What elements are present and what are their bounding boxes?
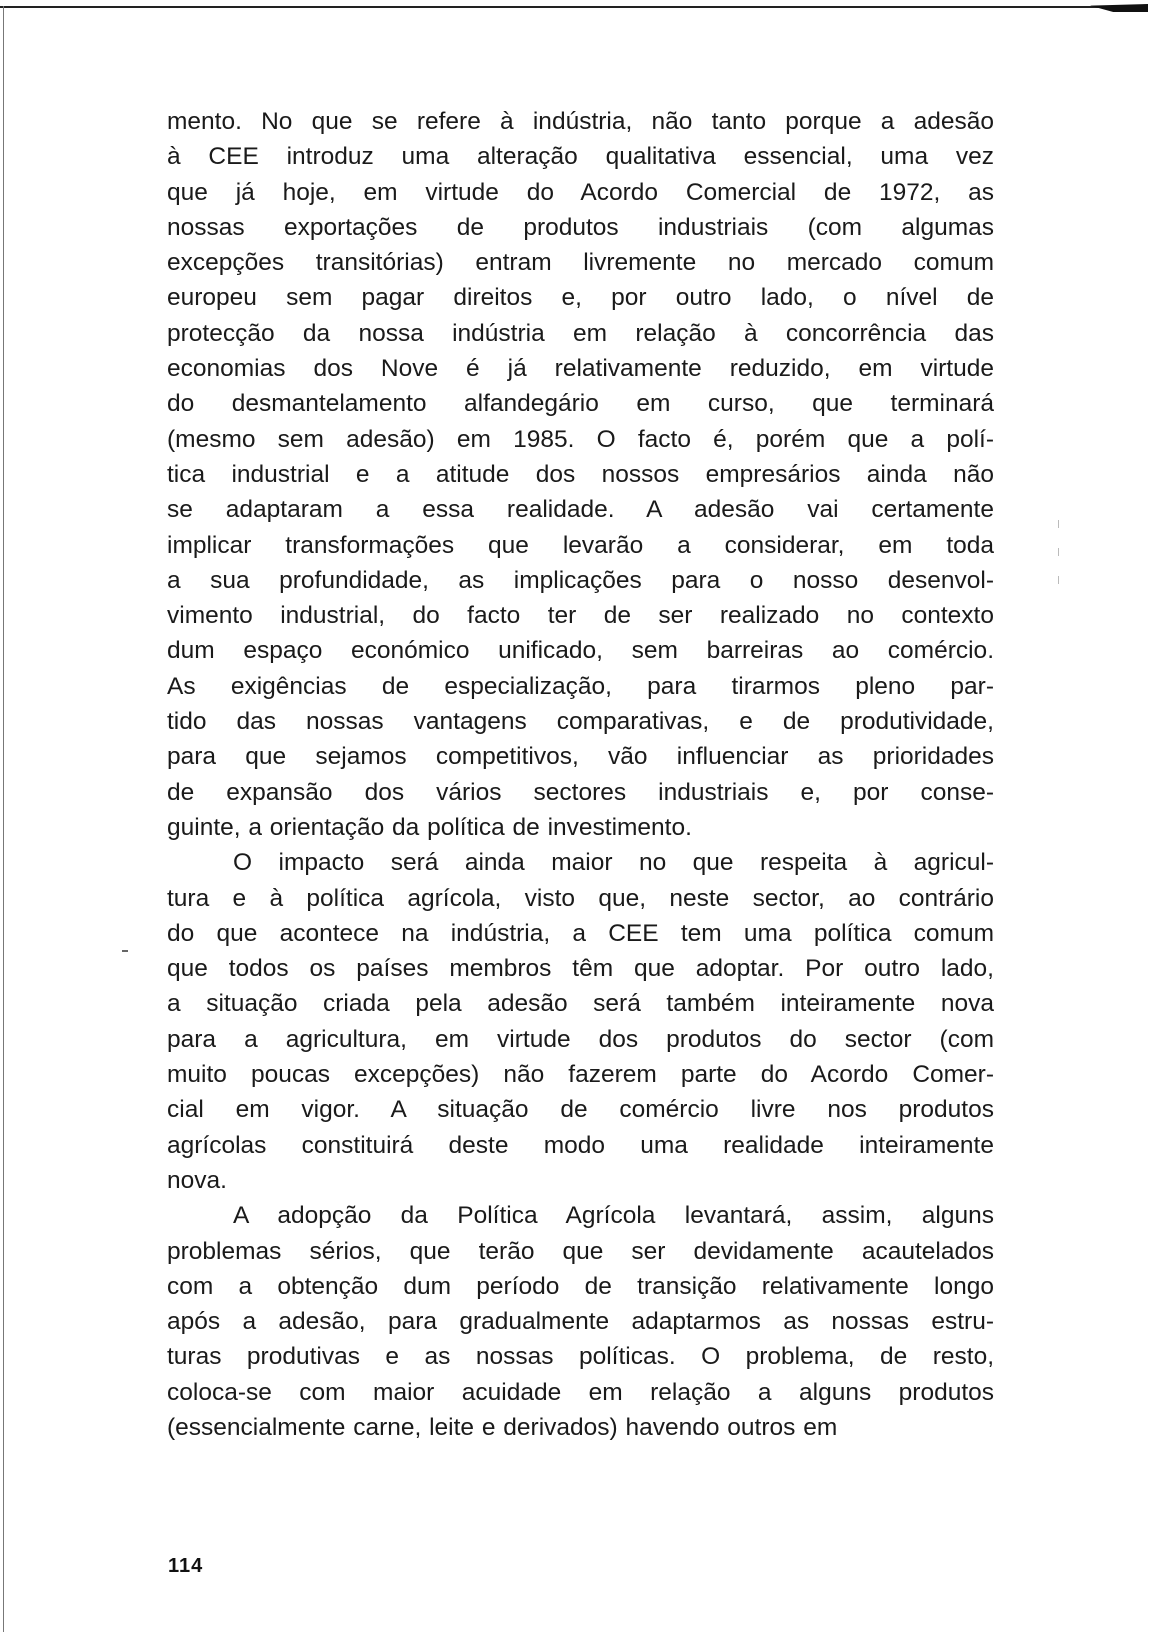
text-line: após a adesão, para gradualmente adaptarmos as nossas estru- (167, 1308, 994, 1336)
text-line: do desmantelamento alfandegário em curso, que terminará (167, 390, 994, 418)
text-line: A adopção da Política Agrícola levantará, assim, alguns (233, 1202, 994, 1230)
scan-left-edge (3, 6, 4, 1632)
text-line: coloca-se com maior acuidade em relação a alguns produtos (167, 1378, 994, 1406)
text-line: nossas exportações de produtos industriais (com algumas (167, 213, 994, 241)
text-line: vimento industrial, do facto ter de ser realizado no contexto (167, 602, 994, 630)
text-line: que já hoje, em virtude do Acordo Comercial de 1972, as (167, 178, 994, 206)
text-line: excepções transitórias) entram livremente no mercado comum (167, 249, 994, 277)
text-line: nova. (167, 1166, 227, 1194)
text-line: cial em vigor. A situação de comércio livre nos produtos (167, 1096, 994, 1124)
text-line: à CEE introduz uma alteração qualitativa essencial, uma vez (167, 143, 994, 171)
text-line: economias dos Nove é já relativamente reduzido, em virtude (167, 355, 994, 383)
scan-top-edge (0, 6, 1118, 8)
text-line: (mesmo sem adesão) em 1985. O facto é, porém que a polí- (167, 425, 994, 453)
scan-speck (1058, 576, 1059, 584)
text-line: a sua profundidade, as implicações para o nosso desenvol- (167, 566, 994, 594)
scan-speck (1058, 548, 1059, 556)
text-line: mento. No que se refere à indústria, não tanto porque a adesão (167, 108, 994, 135)
text-line: para a agricultura, em virtude dos produtos do sector (com (167, 1025, 994, 1053)
text-line: para que sejamos competitivos, vão influenciar as prioridades (167, 743, 994, 771)
text-line: implicar transformações que levarão a considerar, em toda (167, 531, 994, 559)
text-line: europeu sem pagar direitos e, por outro lado, o nível de (167, 284, 994, 312)
text-line: problemas sérios, que terão que ser devidamente acautelados (167, 1237, 994, 1265)
text-line: se adaptaram a essa realidade. A adesão vai certamente (167, 496, 994, 524)
text-line: As exigências de especialização, para tirarmos pleno par- (167, 672, 994, 700)
text-line: guinte, a orientação da política de investimento. (167, 813, 692, 841)
text-line: muito poucas excepções) não fazerem parte do Acordo Comer- (167, 1061, 994, 1089)
scan-speck (1058, 520, 1059, 528)
text-line: com a obtenção dum período de transição relativamente longo (167, 1272, 994, 1300)
text-line: de expansão dos vários sectores industriais e, por conse- (167, 778, 994, 806)
text-line: agrícolas constituirá deste modo uma realidade inteiramente (167, 1131, 994, 1159)
body-text (167, 104, 994, 1445)
text-line: (essencialmente carne, leite e derivados) havendo outros em (167, 1413, 838, 1441)
text-line: a situação criada pela adesão será também inteiramente nova (167, 990, 994, 1018)
text-line: tura e à política agrícola, visto que, neste sector, ao contrário (167, 884, 994, 912)
text-line: tica industrial e a atitude dos nossos empresários ainda não (167, 460, 994, 488)
text-line: turas produtivas e as nossas políticas. O problema, de resto, (167, 1343, 994, 1371)
scan-speck (122, 950, 128, 952)
page-number: 114 (168, 1555, 204, 1577)
text-line: dum espaço económico unificado, sem barreiras ao comércio. (167, 637, 994, 665)
text-line: do que acontece na indústria, a CEE tem uma política comum (167, 919, 994, 947)
text-line: que todos os países membros têm que adoptar. Por outro lado, (167, 955, 994, 983)
text-line: tido das nossas vantagens comparativas, e de produtividade, (167, 708, 994, 736)
text-line: O impacto será ainda maior no que respeita à agricul- (233, 849, 994, 877)
text-line: protecção da nossa indústria em relação à concorrência das (167, 319, 994, 347)
